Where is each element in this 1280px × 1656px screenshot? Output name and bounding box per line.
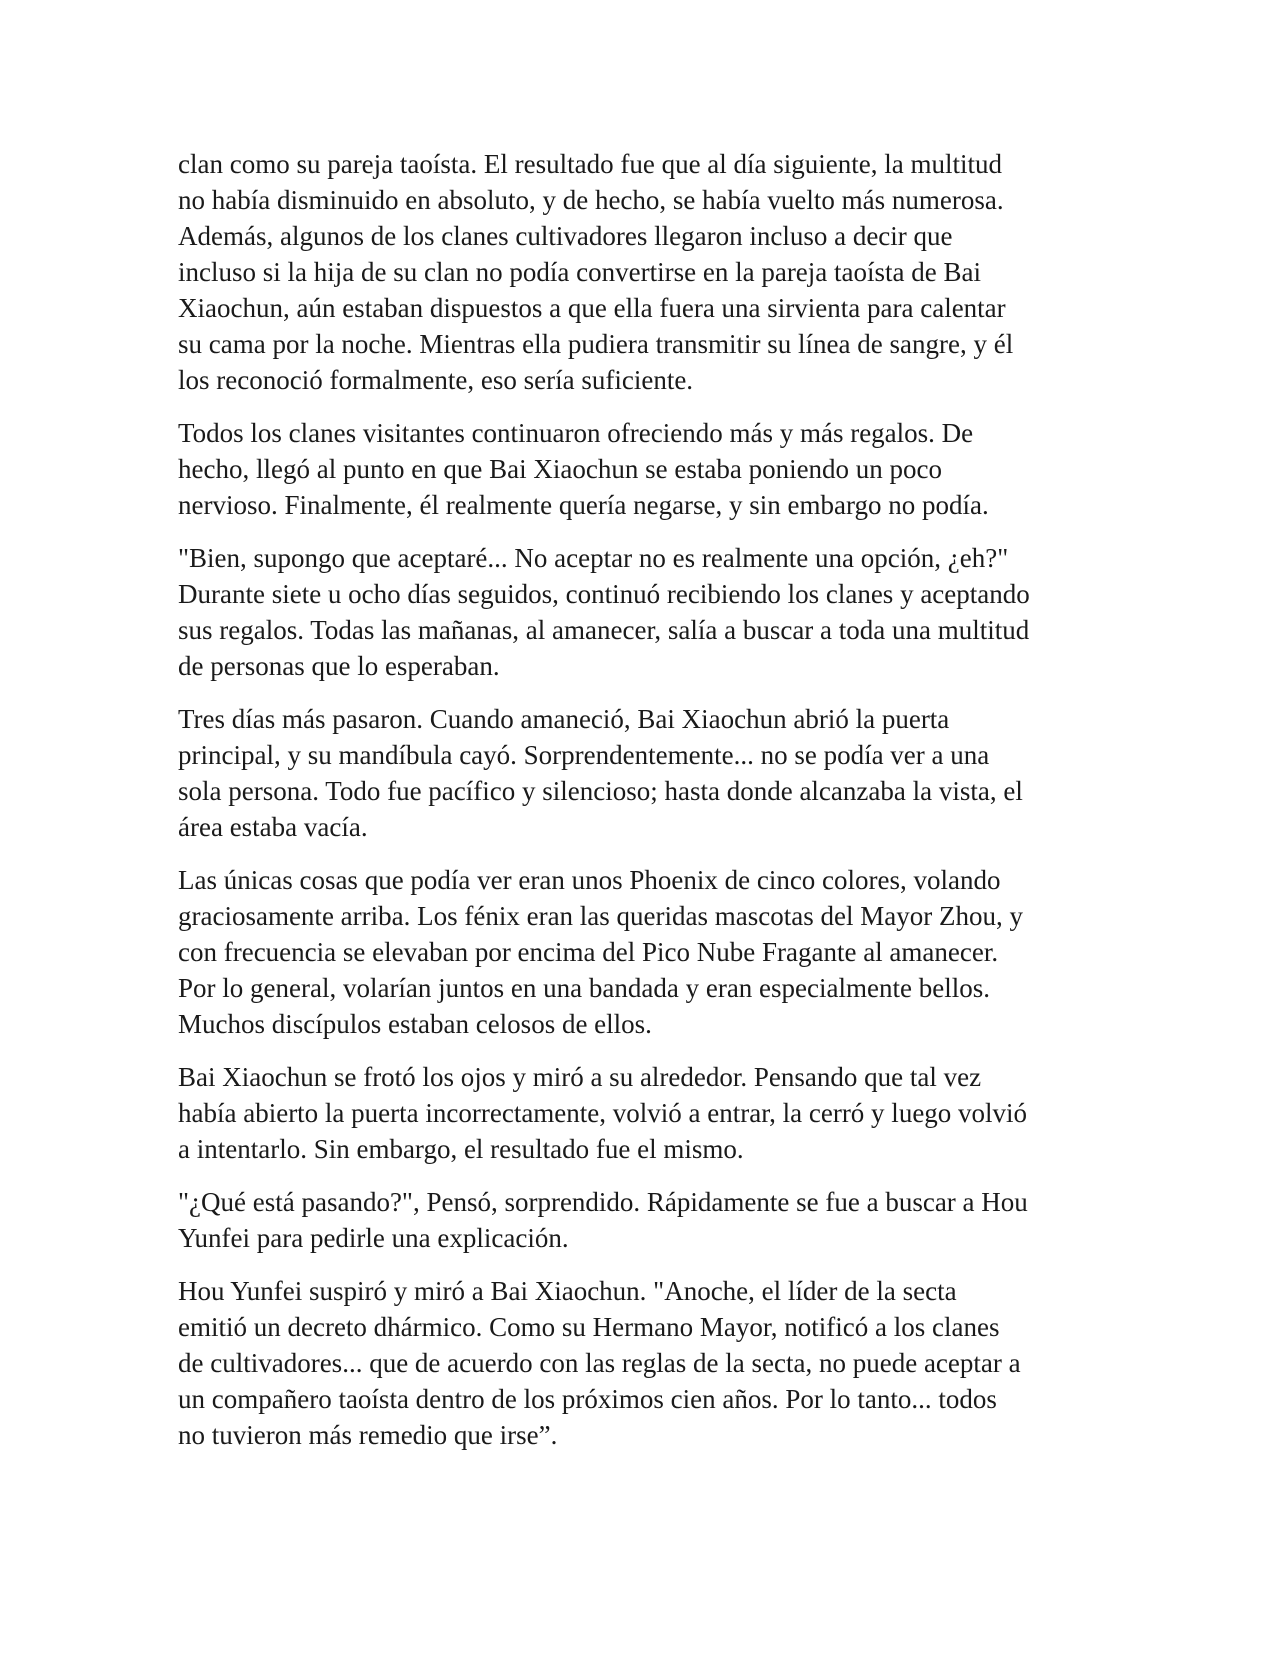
paragraph: Bai Xiaochun se frotó los ojos y miró a su alrededor. Pensando que tal vez había abierto la puerta incorrectamente, volvió a entrar, la cerró y luego volvió a intentarlo. Sin embargo, el resultado fue el mismo. xyxy=(178,1062,1028,1164)
paragraph: Las únicas cosas que podía ver eran unos Phoenix de cinco colores, volando graciosamente arriba. Los fénix eran las queridas mascotas del Mayor Zhou, y con frecuencia se elevaban por encima del Pico Nube Fragante al amanecer. Por lo general, volarían juntos en una bandada y eran especialmente bellos. Muchos discípulos estaban celosos de ellos. xyxy=(178,865,1023,1039)
paragraph: "¿Qué está pasando?", Pensó, sorprendido. Rápidamente se fue a buscar a Hou Yunfei para pedirle una explicación. xyxy=(178,1187,1028,1253)
paragraph: clan como su pareja taoísta. El resultado fue que al día siguiente, la multitud no había disminuido en absoluto, y de hecho, se había vuelto más numerosa. Además, algunos de los clanes cultivadores llegaron incluso a decir que incluso si la hija de su clan no podía convertirse en la pareja taoísta de Bai Xiaochun, aún estaban dispuestos a que ella fuera una sirvienta para calentar su cama por la noche. Mientras ella pudiera transmitir su línea de sangre, y él los reconoció formalmente, eso sería suficiente. xyxy=(178,149,1014,395)
document-body xyxy=(178,146,1118,1470)
paragraph: Hou Yunfei suspiró y miró a Bai Xiaochun. "Anoche, el líder de la secta emitió un decreto dhármico. Como su Hermano Mayor, notificó a los clanes de cultivadores... que de acuerdo con las reglas de la secta, no puede aceptar a un compañero taoísta dentro de los próximos cien años. Por lo tanto... todos no tuvieron más remedio que irse”. xyxy=(178,1276,1021,1450)
paragraph: Todos los clanes visitantes continuaron ofreciendo más y más regalos. De hecho, llegó al punto en que Bai Xiaochun se estaba poniendo un poco nervioso. Finalmente, él realmente quería negarse, y sin embargo no podía. xyxy=(178,418,989,520)
paragraph: Tres días más pasaron. Cuando amaneció, Bai Xiaochun abrió la puerta principal, y su mandíbula cayó. Sorprendentemente... no se podía ver a una sola persona. Todo fue pacífico y silencioso; hasta donde alcanzaba la vista, el área estaba vacía. xyxy=(178,704,1023,842)
paragraph: "Bien, supongo que aceptaré... No aceptar no es realmente una opción, ¿eh?" Durante siete u ocho días seguidos, continuó recibiendo los clanes y aceptando sus regalos. Todas las mañanas, al amanecer, salía a buscar a toda una multitud de personas que lo esperaban. xyxy=(178,543,1030,681)
